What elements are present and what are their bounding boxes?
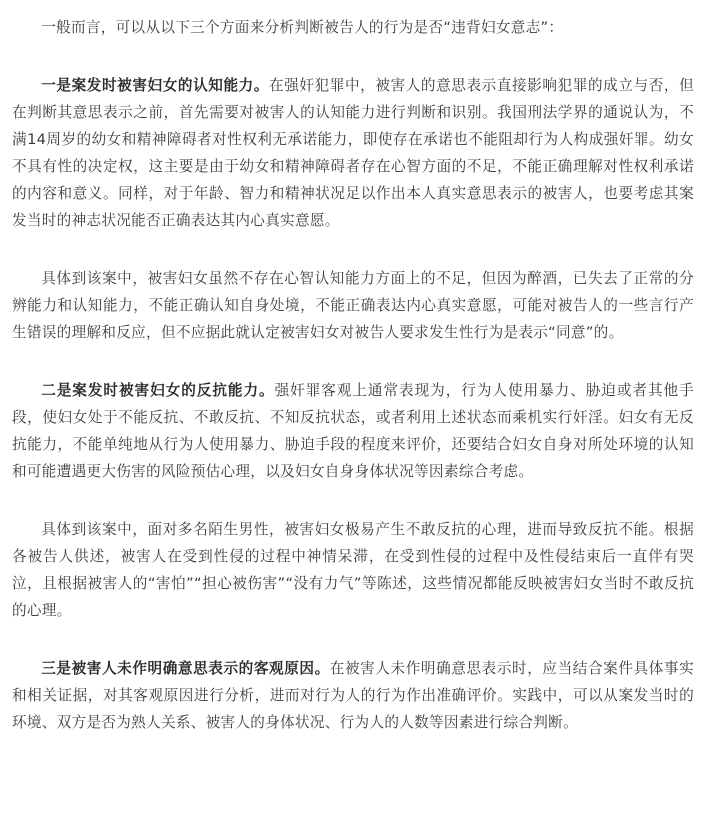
point-three-body: 在被害人未作明确意思表示时，应当结合案件具体事实和相关证据，对其客观原因进行分析，进而对行为人的行为作出准确评价。实践中，可以从案发当时的环境、双方是否为熟人关系、被害人的身体状况、行为人的人数等因素进行综合判断。 — [12, 660, 695, 731]
paragraph-spacer — [12, 234, 694, 265]
point-one-paragraph — [12, 72, 694, 234]
case-analysis-one-paragraph: 具体到该案中，被害妇女虽然不存在心智认知能力方面上的不足，但因为醉酒，已失去了正常的分辨能力和认知能力，不能正确认知自身处境，不能正确表达内心真实意愿，可能对被告人的一些言行产生错误的理解和反应，但不应据此就认定被害妇女对被告人要求发生性行为是表示“同意”的。 — [12, 270, 694, 341]
case-analysis-two-paragraph: 具体到该案中，面对多名陌生男性，被害妇女极易产生不敢反抗的心理，进而导致反抗不能。根据各被告人供述，被害人在受到性侵的过程中神情呆滞，在受到性侵的过程中及性侵结束后一直伴有哭泣，且根据被害人的“害怕”“担心被伤害”“没有力气”等陈述，这些情况都能反映被害妇女当时不敢反抗的心理。 — [12, 521, 694, 619]
paragraph-spacer — [12, 41, 694, 72]
point-three-heading: 三是被害人未作明确意思表示的客观原因。 — [41, 660, 330, 677]
paragraph-spacer — [12, 346, 694, 377]
point-one-heading: 一是案发时被害妇女的认知能力。 — [41, 77, 270, 94]
point-two-heading: 二是案发时被害妇女的反抗能力。 — [41, 382, 275, 399]
paragraph-spacer — [12, 485, 694, 516]
paragraph-spacer — [12, 624, 694, 655]
article-body — [12, 14, 694, 736]
point-two-paragraph — [12, 377, 694, 485]
point-one-body: 在强奸犯罪中，被害人的意思表示直接影响犯罪的成立与否，但在判断其意思表示之前，首先需要对被害人的认知能力进行判断和识别。我国刑法学界的通说认为，不满14周岁的幼女和精神障碍者对性权利无承诺能力，即使存在承诺也不能阻却行为人构成强奸罪。幼女不具有性的决定权，这主要是由于幼女和精神障碍者存在心智方面的不足，不能正确理解对性权利承诺的内容和意义。同样，对于年龄、智力和精神状况足以作出本人真实意思表示的被害人，也要考虑其案发当时的神志状况能否正确表达其内心真实意愿。 — [12, 77, 694, 229]
intro-paragraph: 一般而言，可以从以下三个方面来分析判断被告人的行为是否“违背妇女意志”： — [41, 19, 564, 36]
point-three-paragraph — [12, 655, 694, 736]
point-two-body: 强奸罪客观上通常表现为，行为人使用暴力、胁迫或者其他手段，使妇女处于不能反抗、不敢反抗、不知反抗状态，或者利用上述状态而乘机实行奸淫。妇女有无反抗能力，不能单纯地从行为人使用暴力、胁迫手段的程度来评价，还要结合妇女自身对所处环境的认知和可能遭遇更大伤害的风险预估心理，以及妇女自身身体状况等因素综合考虑。 — [12, 382, 694, 480]
